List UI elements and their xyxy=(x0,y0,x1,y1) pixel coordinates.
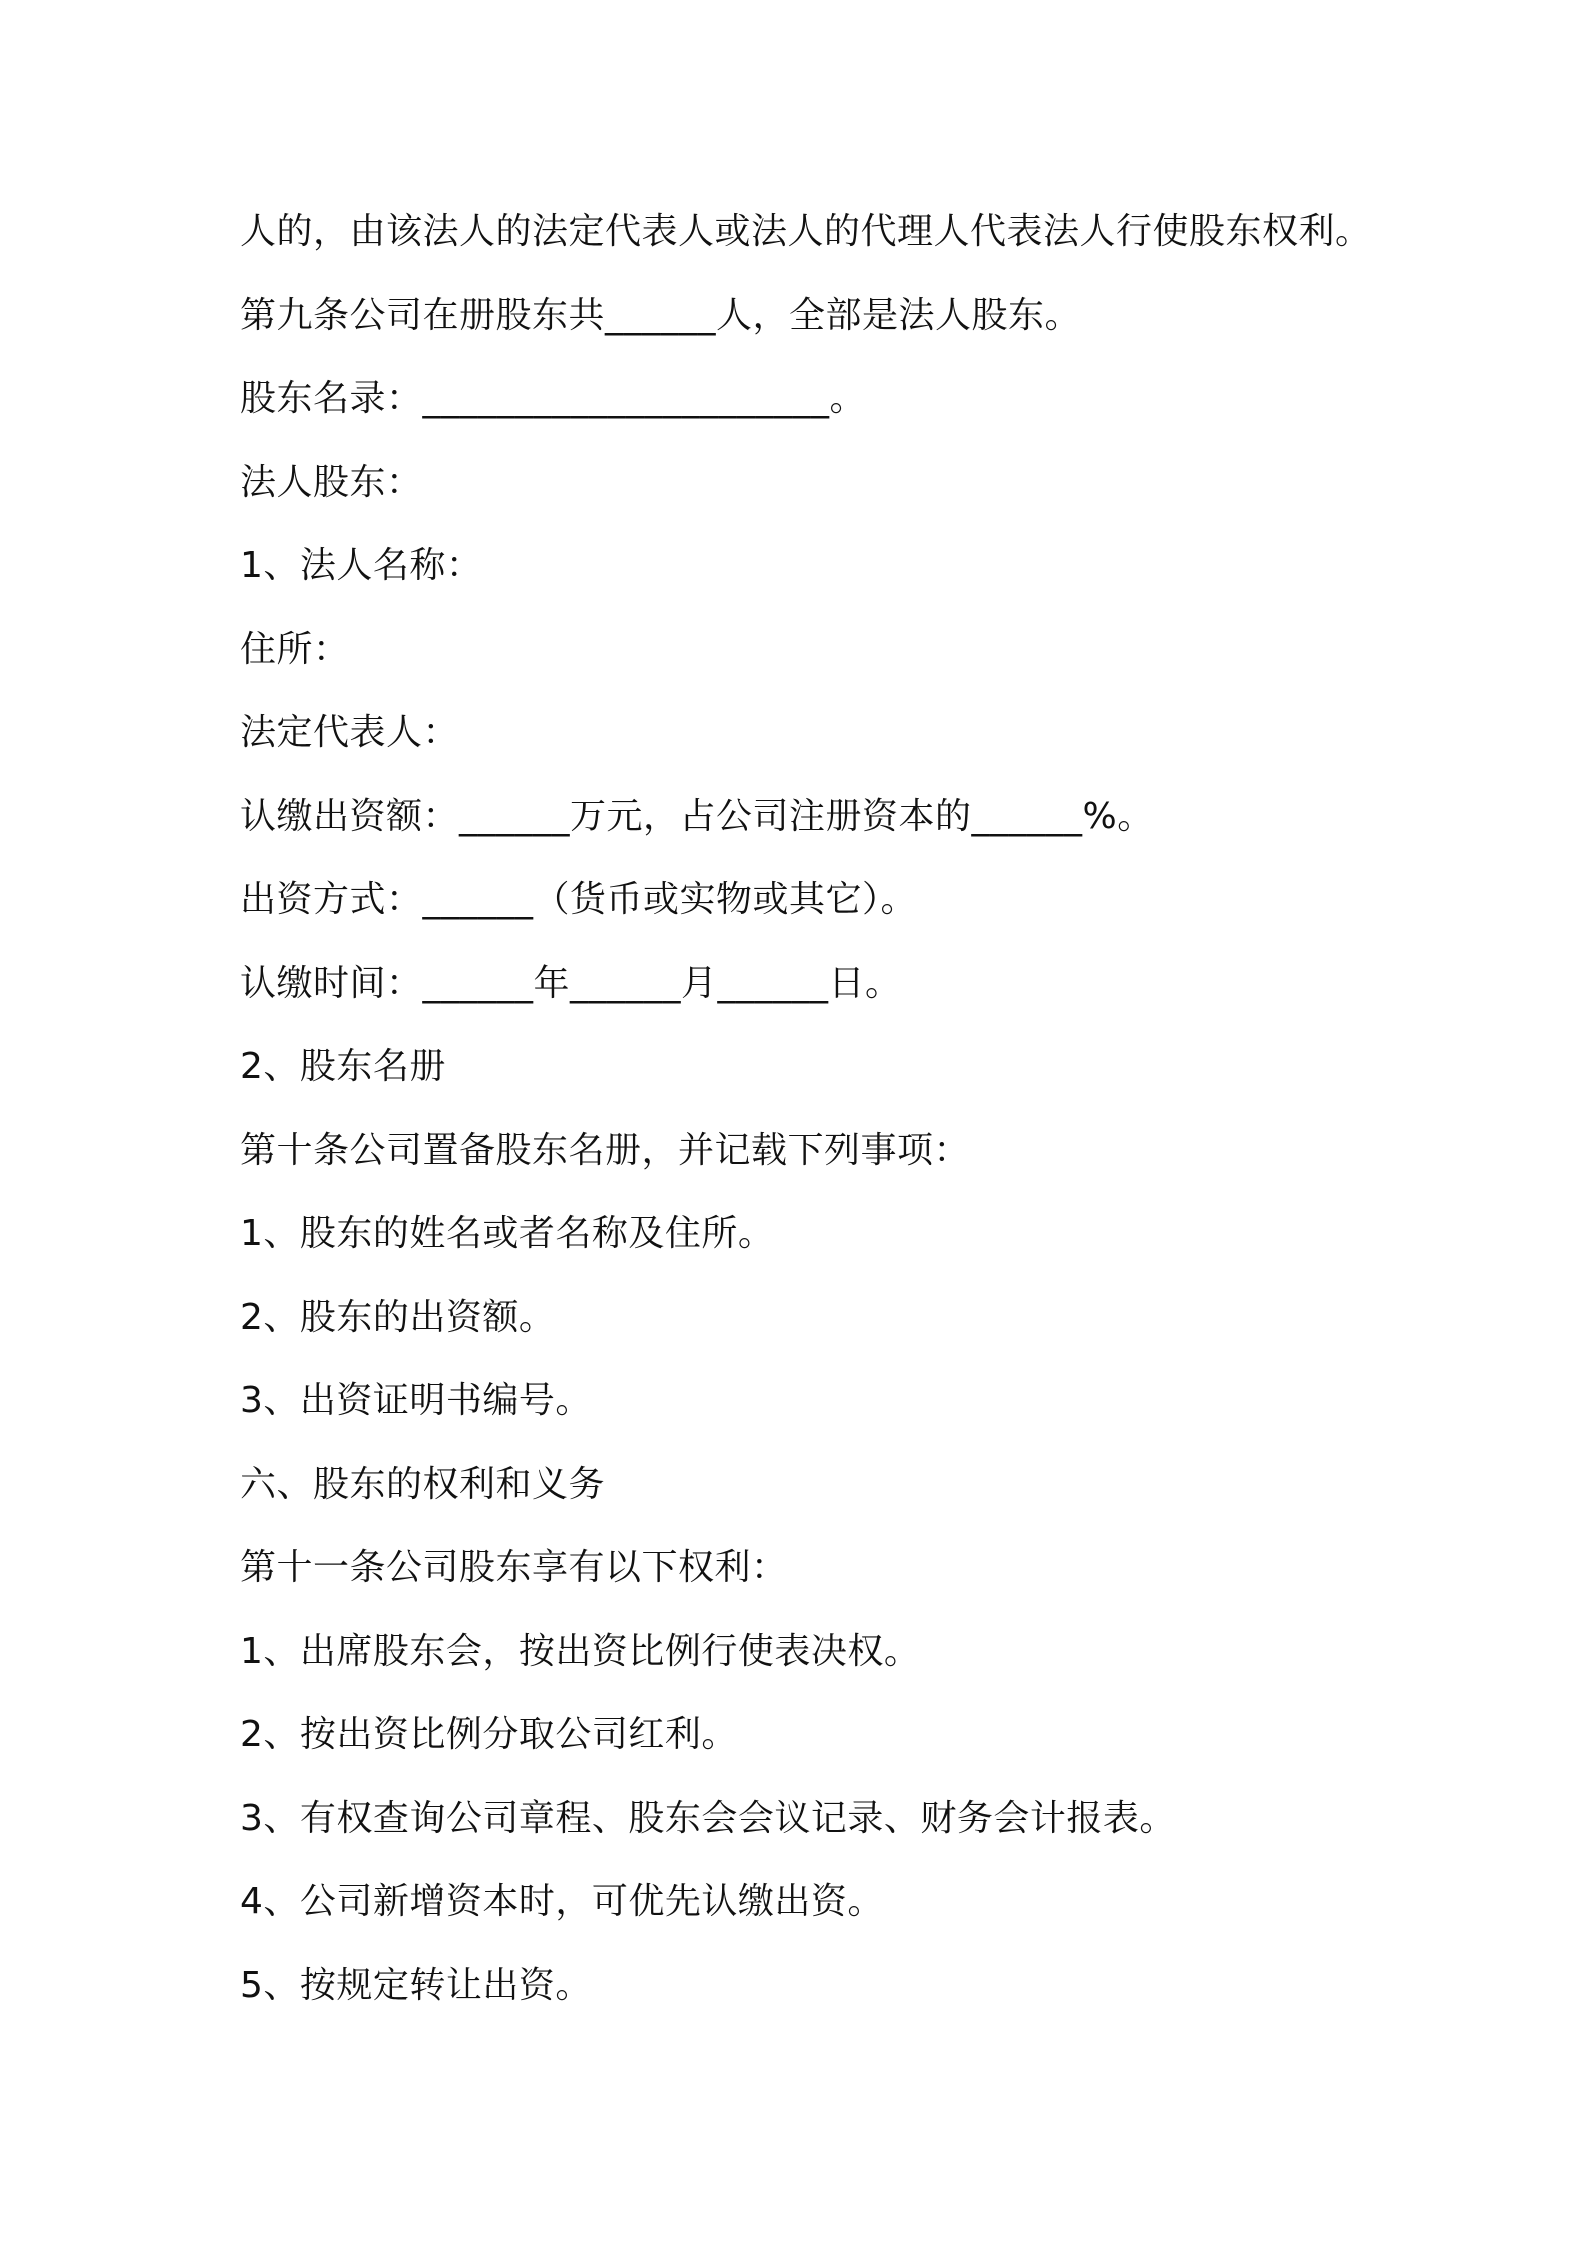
article-11-line: 第十一条公司股东享有以下权利： xyxy=(240,1547,788,1588)
article-9-line: 第九条公司在册股东共______人，全部是法人股东。 xyxy=(240,294,1082,336)
subscription-date-line: 认缴时间：______年______月______日。 xyxy=(240,962,902,1004)
subscribed-capital-line: 认缴出资额：______万元，占公司注册资本的______%。 xyxy=(240,795,1154,837)
contribution-method-line: 出资方式：______（货币或实物或其它）。 xyxy=(240,879,918,920)
list-item: 1、股东的姓名或者名称及住所。 xyxy=(240,1213,775,1254)
list-item: 3、有权查询公司章程、股东会会议记录、财务会计报表。 xyxy=(240,1797,1176,1839)
list-item: 4、公司新增资本时，可优先认缴出资。 xyxy=(240,1881,884,1922)
list-item: 3、出资证明书编号。 xyxy=(240,1380,592,1421)
legal-shareholder-heading: 法人股东： xyxy=(240,461,423,503)
shareholder-register-heading: 2、股东名册 xyxy=(240,1046,446,1087)
text-line: 人的，由该法人的法定代表人或法人的代理人代表法人行使股东权利。 xyxy=(240,211,1372,252)
list-item: 2、按出资比例分取公司红利。 xyxy=(240,1714,738,1755)
article-10-line: 第十条公司置备股东名册，并记载下列事项： xyxy=(240,1129,971,1171)
section-6-heading: 六、股东的权利和义务 xyxy=(240,1463,606,1505)
document-body xyxy=(240,190,1440,2027)
shareholder-list-line: 股东名录：______________________。 xyxy=(240,378,867,419)
legal-representative-line: 法定代表人： xyxy=(240,712,460,753)
list-item: 5、按规定转让出资。 xyxy=(240,1964,592,2006)
list-item: 1、出席股东会，按出资比例行使表决权。 xyxy=(240,1630,921,1672)
address-line: 住所： xyxy=(240,628,350,670)
legal-entity-name-line: 1、法人名称： xyxy=(240,545,483,586)
list-item: 2、股东的出资额。 xyxy=(240,1296,556,1338)
